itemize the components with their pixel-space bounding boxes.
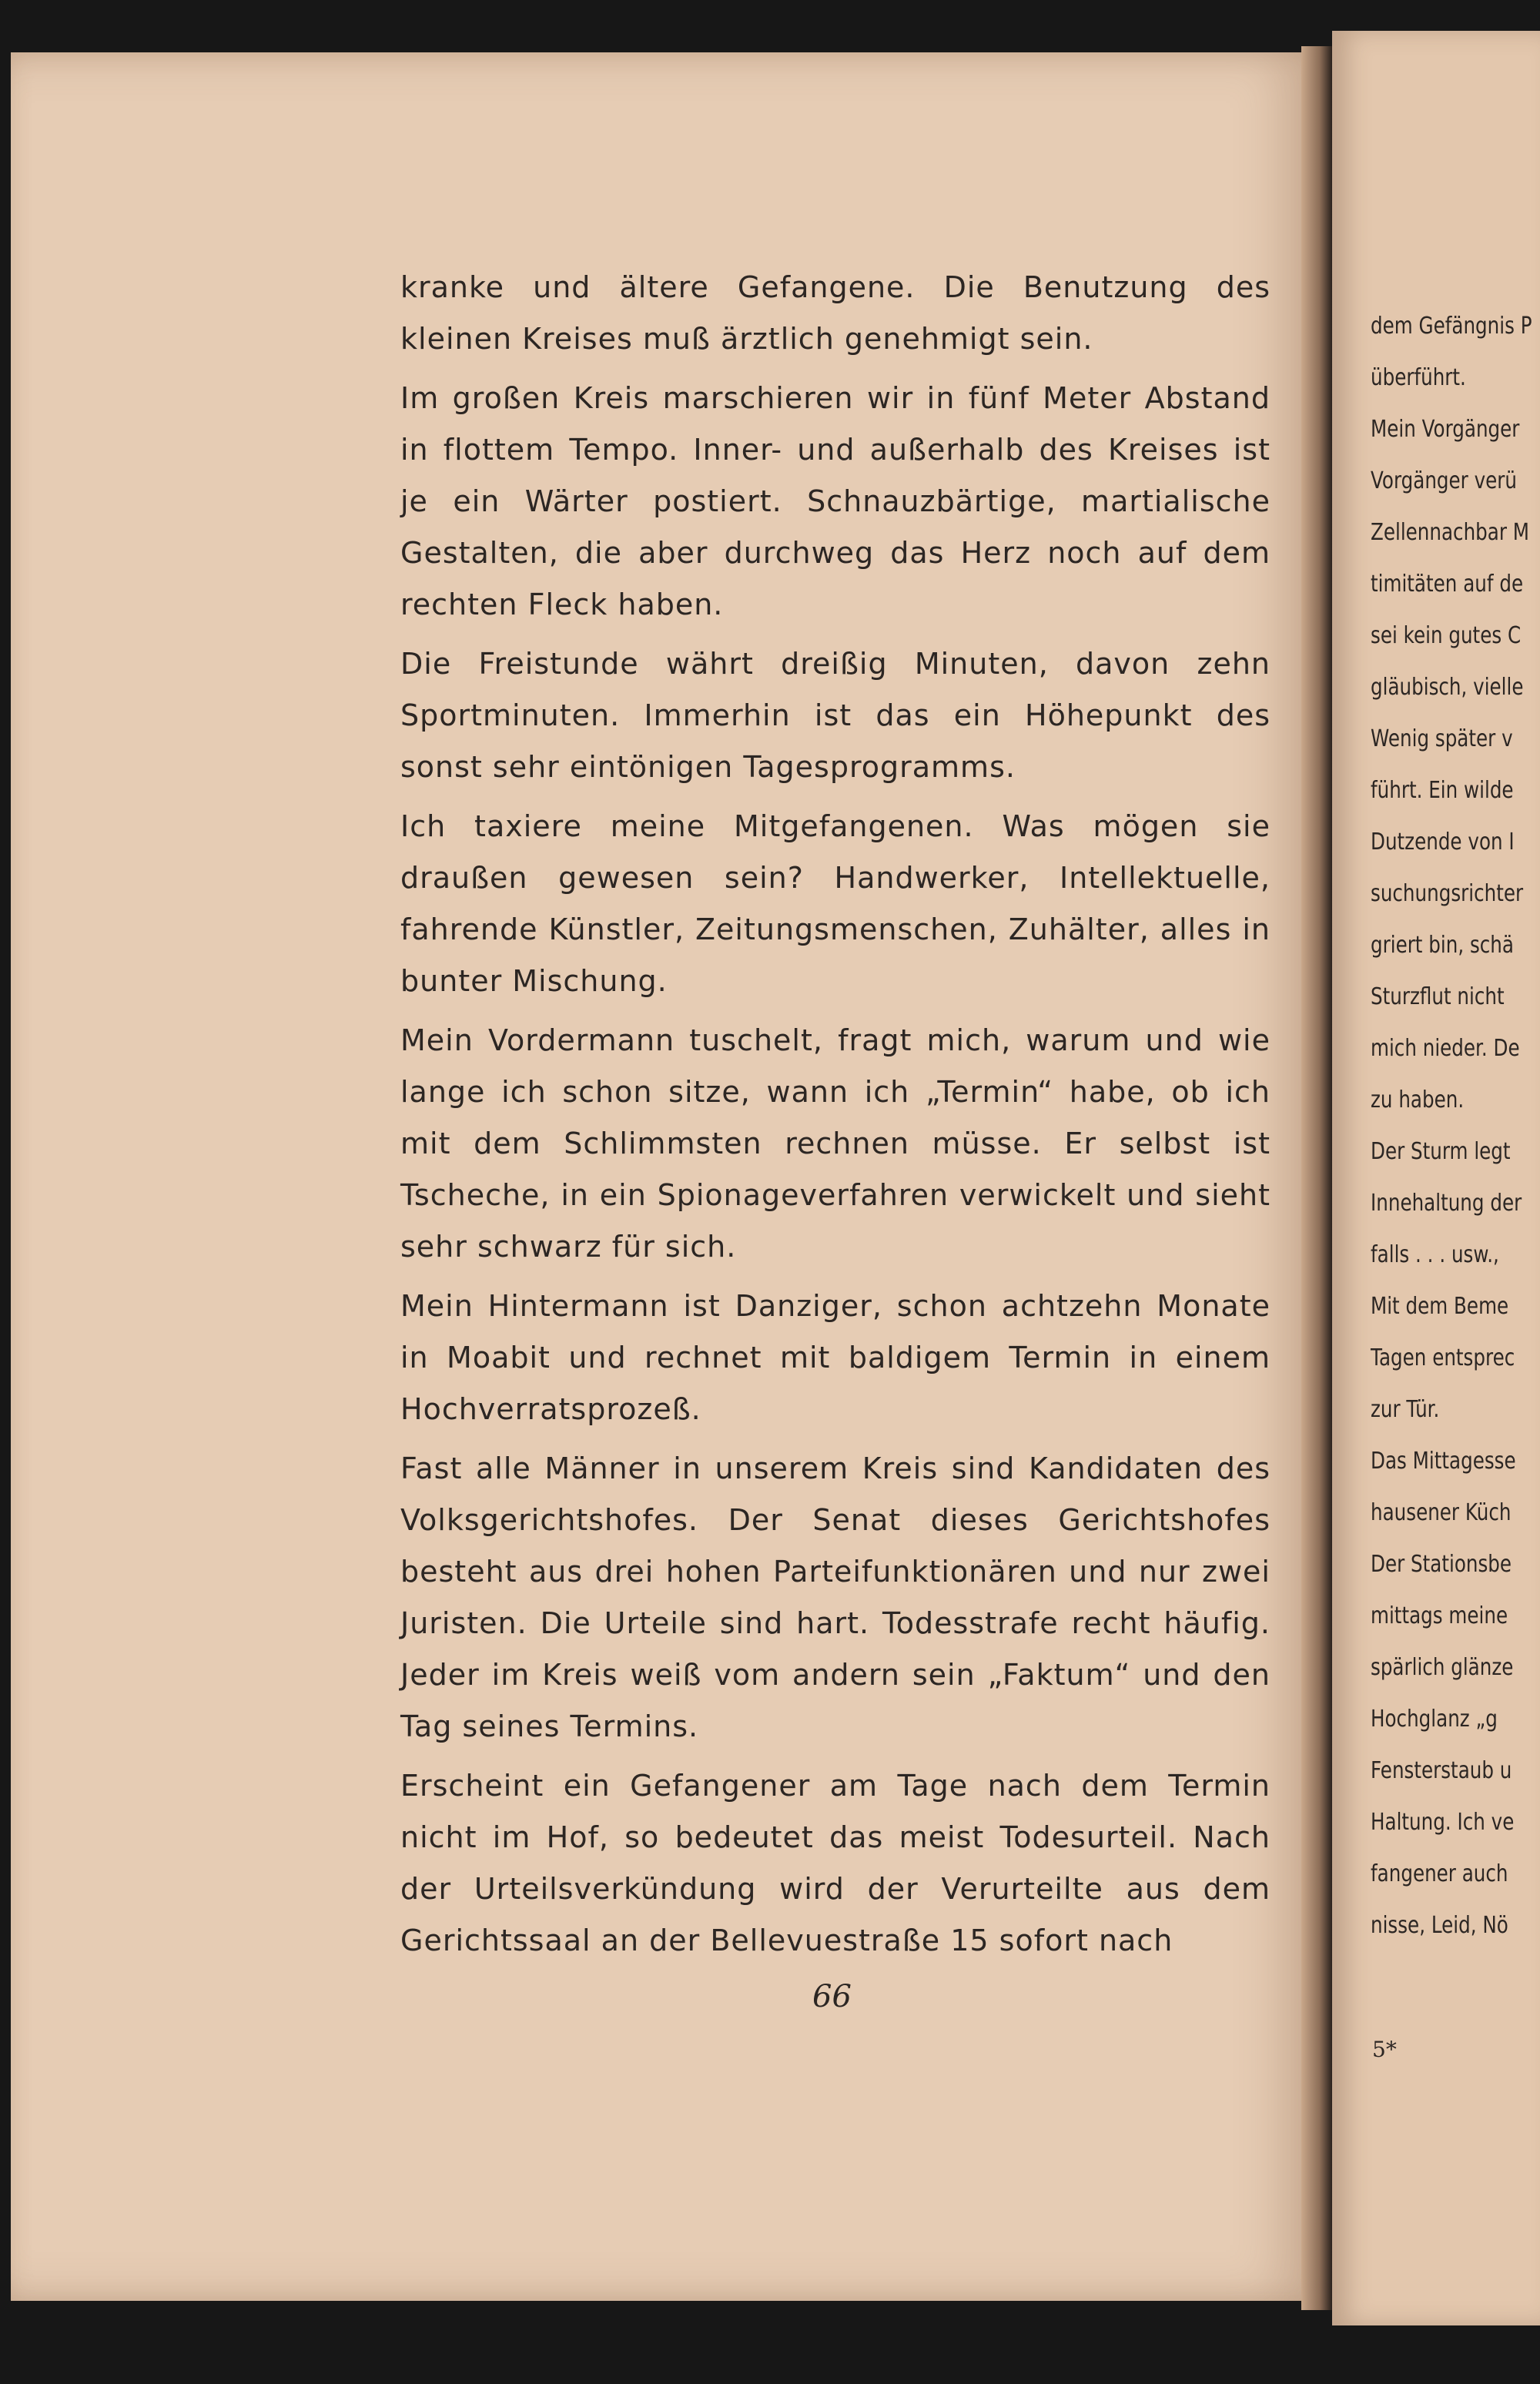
right-line: gläubisch, vielle bbox=[1371, 674, 1524, 701]
paragraph: Fast alle Männer in unserem Kreis sind Kandidaten des Volksgerichtshofes. Der Senat dieses Gerichtshofes besteht aus drei hohen Parteifunktionären und nur zwei Juristen. Die Urteile sind hart. Todesstrafe recht häufig. Jeder im Kreis weiß vom andern sein „Faktum“ und den Tag seines Termins. bbox=[400, 1451, 1270, 1743]
right-line: Tagen entsprec bbox=[1371, 1344, 1515, 1371]
paragraph: Mein Hintermann ist Danziger, schon achtzehn Monate in Moabit und rechnet mit baldigem Termin in einem Hochverratsprozeß. bbox=[400, 1289, 1270, 1426]
right-line: mich nieder. De bbox=[1371, 1035, 1520, 1062]
right-line: überführt. bbox=[1371, 364, 1466, 391]
paragraph: Ich taxiere meine Mitgefangenen. Was mögen sie draußen gewesen sein? Handwerker, Intellektuelle, fahrende Künstler, Zeitungsmenschen, Zuhälter, alles in bunter Mischung. bbox=[400, 809, 1270, 998]
right-line: suchungsrichter bbox=[1371, 880, 1524, 907]
right-line: sei kein gutes C bbox=[1371, 622, 1522, 649]
right-line: nisse, Leid, Nö bbox=[1371, 1912, 1508, 1939]
right-line: Hochglanz „g bbox=[1371, 1706, 1498, 1733]
right-line: mittags meine bbox=[1371, 1602, 1508, 1629]
right-line: griert bin, schä bbox=[1371, 932, 1514, 959]
paragraph: Erscheint ein Gefangener am Tage nach dem Termin nicht im Hof, so bedeutet das meist Todesurteil. Nach der Urteilsverkündung wird der Verurteilte aus dem Gerichtssaal an der Bellevuestraße 15 sofort nach bbox=[400, 1769, 1270, 1957]
right-line: Mein Vorgänger bbox=[1371, 416, 1520, 443]
right-line: Haltung. Ich ve bbox=[1371, 1809, 1515, 1836]
right-line: dem Gefängnis P bbox=[1371, 313, 1532, 340]
right-line: zu haben. bbox=[1371, 1087, 1465, 1113]
signature-mark: 5* bbox=[1372, 2037, 1397, 2062]
right-page bbox=[1332, 31, 1540, 2325]
right-line: Das Mittagesse bbox=[1371, 1448, 1516, 1475]
right-line: Der Sturm legt bbox=[1371, 1138, 1511, 1165]
right-line: Sturzflut nicht bbox=[1371, 983, 1505, 1010]
right-line: Wenig später v bbox=[1371, 725, 1513, 752]
right-line: hausener Küch bbox=[1371, 1499, 1512, 1526]
right-line: Fensterstaub u bbox=[1371, 1757, 1512, 1784]
page-number: 66 bbox=[812, 1979, 852, 2014]
paragraph: Im großen Kreis marschieren wir in fünf Meter Abstand in flottem Tempo. Inner- und außerhalb des Kreises ist je ein Wärter postiert. Schnauzbärtige, martialische Gestalten, die aber durchweg das Herz noch auf dem rechten Fleck haben. bbox=[400, 381, 1270, 621]
right-line: falls . . . usw., bbox=[1371, 1241, 1499, 1268]
right-line: zur Tür. bbox=[1371, 1396, 1440, 1423]
paragraph: Mein Vordermann tuschelt, fragt mich, warum und wie lange ich schon sitze, wann ich „Termin“ habe, ob ich mit dem Schlimmsten rechnen müsse. Er selbst ist Tscheche, in ein Spionageverfahren verwickelt und sieht sehr schwarz für sich. bbox=[400, 1023, 1270, 1264]
right-line: timitäten auf de bbox=[1371, 571, 1524, 598]
left-page-body bbox=[400, 262, 1270, 1967]
paragraph: kranke und ältere Gefangene. Die Benutzung des kleinen Kreises muß ärztlich genehmigt sein. bbox=[400, 270, 1270, 356]
right-line: Mit dem Beme bbox=[1371, 1293, 1509, 1320]
right-line: führt. Ein wilde bbox=[1371, 777, 1514, 804]
right-line: spärlich glänze bbox=[1371, 1654, 1514, 1681]
right-line: Vorgänger verü bbox=[1371, 467, 1518, 494]
right-line: fangener auch bbox=[1371, 1860, 1508, 1887]
right-line: Der Stationsbe bbox=[1371, 1551, 1512, 1578]
paragraph: Die Freistunde währt dreißig Minuten, davon zehn Sportminuten. Immerhin ist das ein Höhepunkt des sonst sehr eintönigen Tagesprogramms. bbox=[400, 647, 1270, 784]
right-line: Dutzende von I bbox=[1371, 829, 1515, 855]
book-gutter bbox=[1301, 46, 1332, 2310]
right-page-text bbox=[1371, 300, 1535, 1951]
right-line: Innehaltung der bbox=[1371, 1190, 1522, 1217]
right-line: Zellennachbar M bbox=[1371, 519, 1530, 546]
